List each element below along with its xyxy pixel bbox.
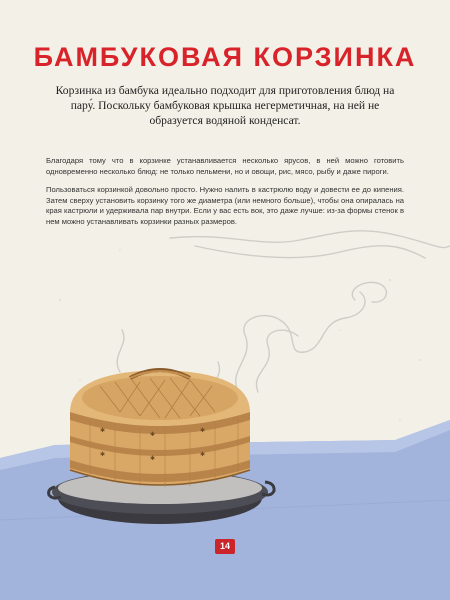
svg-text:✱: ✱ [150,431,156,438]
svg-text:✱: ✱ [200,451,206,458]
svg-text:✱: ✱ [150,455,156,462]
svg-text:✱: ✱ [100,451,106,458]
bamboo-steamer [70,370,250,487]
svg-text:✱: ✱ [200,427,206,434]
page-number: 14 [215,539,235,554]
paragraph-usage: Пользоваться корзинкой довольно просто. Нужно налить в кастрюлю воду и довести ее до кипения. Затем сверху установить корзинку того же диаметра (или немного больше), чтобы она опиралась на края кастрюли и удерживала пар внутри. Если у вас есть вок, это даже лучше: из-за формы стенок в нем можно устанавливать корзинки разных размеров. [46,185,404,226]
paragraph-tiers: Благодаря тому что в корзинке устанавливается несколько ярусов, в ней можно готовить одновременно несколько блюд: не только пельмени, но и овощи, рис, мясо, рыбу и даже пироги. [46,156,404,176]
page-title: БАМБУКОВАЯ КОРЗИНКА [33,42,417,72]
svg-text:✱: ✱ [100,427,106,434]
body-text [46,156,404,236]
lead-paragraph: Корзинка из бамбука идеально подходит для приготовления блюд на пару́. Поскольку бамбуковая крышка негерметичная, на ней не образуется водяной конденсат. [55,84,395,127]
